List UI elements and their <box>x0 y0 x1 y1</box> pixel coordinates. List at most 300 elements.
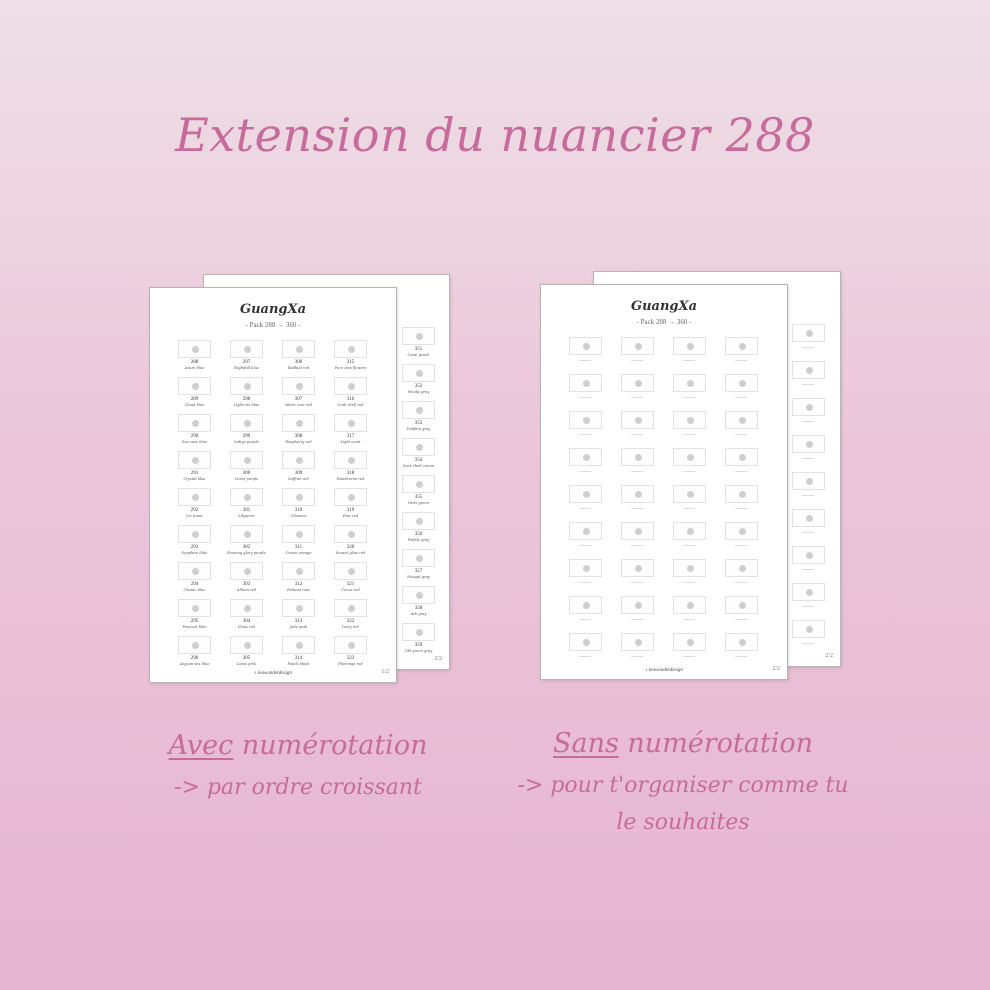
swatch-color-name: Allium red <box>236 588 257 592</box>
swatch-blank-line <box>631 434 643 435</box>
swatch-code: 352 <box>414 384 423 389</box>
swatch-color-name: Indigo purple <box>234 440 259 444</box>
page-title: Extension du nuancier 288 <box>175 108 815 162</box>
swatch-dot-icon <box>687 491 694 498</box>
swatch-color-name: Peacock blue <box>182 625 207 629</box>
swatch-dot-icon <box>348 642 355 649</box>
swatch-box <box>569 374 602 392</box>
swatch-box <box>621 633 654 651</box>
swatch-cell <box>790 398 842 435</box>
swatch-color-name: Cocoa red <box>341 588 360 592</box>
swatch-dot-icon <box>687 528 694 535</box>
swatch-cell <box>671 337 723 374</box>
swatch-cell <box>176 488 228 525</box>
swatch-color-name: Paris green <box>408 501 429 505</box>
swatch-cell <box>723 522 775 559</box>
swatch-color-name: Evening glory purple <box>227 551 266 555</box>
swatch-blank-line <box>802 347 814 348</box>
swatch-dot-icon <box>583 602 590 609</box>
swatch-code: 359 <box>414 643 423 648</box>
swatch-cell <box>723 411 775 448</box>
swatch-dot-icon <box>348 531 355 538</box>
swatch-dot-icon <box>739 528 746 535</box>
swatch-dot-icon <box>687 343 694 350</box>
swatch-cell <box>567 596 619 633</box>
swatch-blank-line <box>735 582 747 583</box>
swatch-dot-icon <box>416 481 423 488</box>
swatch-dot-icon <box>806 404 813 411</box>
swatch-box <box>621 448 654 466</box>
sheet-footer-brand: ♪ leawonderdesign <box>645 668 683 673</box>
swatch-box <box>402 327 435 345</box>
swatch-blank-line <box>579 619 591 620</box>
sheet-subtitle: - Pack 288 → 360 - <box>245 321 301 329</box>
swatch-code: 357 <box>414 569 423 574</box>
swatch-blank-line <box>802 458 814 459</box>
swatch-blank-line <box>802 606 814 607</box>
swatch-color-name: Light coral <box>340 440 361 444</box>
swatch-blank-line <box>631 545 643 546</box>
sheet-brand: GuangXa <box>630 299 698 314</box>
swatch-dot-icon <box>296 531 303 538</box>
swatch-code: 309 <box>294 471 303 476</box>
swatch-dot-icon <box>635 528 642 535</box>
swatch-box <box>334 488 367 506</box>
swatch-color-name: Classic blue <box>183 588 206 592</box>
swatch-box <box>178 414 211 432</box>
swatch-cell <box>176 451 228 488</box>
swatch-box <box>230 562 263 580</box>
swatch-dot-icon <box>296 605 303 612</box>
swatch-blank-line <box>683 397 695 398</box>
swatch-box <box>569 596 602 614</box>
caption-left-sub: -> par ordre croissant <box>174 775 422 800</box>
swatch-cell <box>332 414 384 451</box>
swatch-color-name: Saffron red <box>288 477 309 481</box>
swatch-box <box>792 398 825 416</box>
swatch-code: 321 <box>346 582 355 587</box>
swatch-cell <box>790 435 842 472</box>
swatch-dot-icon <box>192 346 199 353</box>
swatch-dot-icon <box>348 568 355 575</box>
swatch-dot-icon <box>806 589 813 596</box>
swatch-cell <box>332 451 384 488</box>
swatch-box <box>725 374 758 392</box>
swatch-cell <box>400 475 452 512</box>
swatch-color-name: Ash gray <box>410 612 427 616</box>
swatch-box <box>282 340 315 358</box>
swatch-cell <box>280 599 332 636</box>
swatch-box <box>725 448 758 466</box>
swatch-box <box>569 411 602 429</box>
caption-left-heading <box>148 730 448 761</box>
swatch-cell <box>619 337 671 374</box>
swatch-box <box>230 525 263 543</box>
swatch-blank-line <box>683 656 695 657</box>
swatch-dot-icon <box>244 642 251 649</box>
swatch-box <box>178 562 211 580</box>
swatch-box <box>673 485 706 503</box>
swatch-code: 303 <box>242 582 251 587</box>
swatch-dot-icon <box>244 605 251 612</box>
swatch-cell <box>280 636 332 673</box>
swatch-box <box>673 596 706 614</box>
swatch-cell <box>671 559 723 596</box>
swatch-blank-line <box>683 360 695 361</box>
swatch-cell <box>176 599 228 636</box>
swatch-box <box>230 488 263 506</box>
swatch-cell <box>790 361 842 398</box>
swatch-box <box>402 475 435 493</box>
swatch-dot-icon <box>806 441 813 448</box>
swatch-dot-icon <box>296 457 303 464</box>
swatch-dot-icon <box>296 494 303 501</box>
swatch-box <box>725 559 758 577</box>
swatch-box <box>792 435 825 453</box>
swatch-dot-icon <box>416 555 423 562</box>
swatch-box <box>230 414 263 432</box>
swatch-cell <box>280 562 332 599</box>
swatch-code: 305 <box>242 656 251 661</box>
swatch-box <box>569 448 602 466</box>
swatch-code: 358 <box>414 606 423 611</box>
swatch-blank-line <box>735 619 747 620</box>
swatch-color-name: Sea cave blue <box>181 440 208 444</box>
swatch-dot-icon <box>296 346 303 353</box>
swatch-dot-icon <box>192 605 199 612</box>
swatch-code: 314 <box>294 656 303 661</box>
swatch-box <box>230 451 263 469</box>
swatch-blank-line <box>735 397 747 398</box>
caption-right-rest: numérotation <box>618 728 814 759</box>
swatch-cell <box>619 374 671 411</box>
swatch-dot-icon <box>806 367 813 374</box>
swatch-cell <box>619 485 671 522</box>
swatch-color-name: Aegean sea blue <box>179 662 210 666</box>
swatch-dot-icon <box>635 491 642 498</box>
swatch-box <box>282 414 315 432</box>
caption-left-underlined: Avec <box>168 730 234 761</box>
swatch-code: 297 <box>242 360 251 365</box>
swatch-box <box>334 340 367 358</box>
swatch-code: 316 <box>346 397 355 402</box>
caption-right-sub-line1: -> pour t'organiser comme tu <box>517 773 849 798</box>
swatch-box <box>621 559 654 577</box>
sheet-brand: GuangXa <box>239 302 307 317</box>
swatch-box <box>282 562 315 580</box>
swatch-color-name: Cloud blue <box>184 403 205 407</box>
swatch-dot-icon <box>583 565 590 572</box>
swatch-box <box>569 559 602 577</box>
swatch-box <box>673 337 706 355</box>
swatch-cell <box>332 377 384 414</box>
swatch-box <box>178 377 211 395</box>
swatch-cell <box>567 522 619 559</box>
swatch-cell <box>723 374 775 411</box>
swatch-box <box>673 559 706 577</box>
swatch-cell <box>567 411 619 448</box>
swatch-grid-blank <box>567 337 775 670</box>
swatch-box <box>402 438 435 456</box>
swatch-color-name: Nougat gray <box>407 575 430 579</box>
swatch-cell <box>176 636 228 673</box>
swatch-blank-line <box>802 643 814 644</box>
swatch-cell <box>332 488 384 525</box>
swatch-code: 291 <box>190 471 199 476</box>
swatch-box <box>282 377 315 395</box>
swatch-cell <box>400 549 452 586</box>
swatch-dot-icon <box>583 343 590 350</box>
swatch-box <box>673 374 706 392</box>
swatch-cell <box>280 488 332 525</box>
swatch-box <box>621 411 654 429</box>
swatch-color-name: Sapphire blue <box>181 551 208 555</box>
swatch-cell <box>567 337 619 374</box>
swatch-box <box>402 586 435 604</box>
swatch-color-name: Light iris blue <box>233 403 260 407</box>
swatch-box <box>402 623 435 641</box>
swatch-dot-icon <box>244 346 251 353</box>
swatch-box <box>178 525 211 543</box>
swatch-cell <box>400 512 452 549</box>
swatch-blank-line <box>579 656 591 657</box>
swatch-box <box>402 549 435 567</box>
swatch-code: 302 <box>242 545 251 550</box>
swatch-code: 296 <box>190 656 199 661</box>
swatch-box <box>792 509 825 527</box>
swatch-cell <box>567 485 619 522</box>
swatch-cell <box>567 633 619 670</box>
swatch-dot-icon <box>583 528 590 535</box>
swatch-cell <box>332 340 384 377</box>
swatch-color-name: Warm rose red <box>285 403 312 407</box>
swatch-box <box>725 485 758 503</box>
swatch-cell <box>332 562 384 599</box>
swatch-code: 301 <box>242 508 251 513</box>
swatch-code: 289 <box>190 397 199 402</box>
swatch-cell <box>228 599 280 636</box>
swatch-color-name: Coral peach <box>407 353 430 357</box>
swatch-dot-icon <box>739 639 746 646</box>
swatch-dot-icon <box>348 420 355 427</box>
swatch-code: 298 <box>242 397 251 402</box>
swatch-cell <box>723 485 775 522</box>
swatch-box <box>402 401 435 419</box>
sheet-subtitle: - Pack 288 → 360 - <box>636 318 692 326</box>
swatch-blank-line <box>631 397 643 398</box>
swatch-blank-line <box>735 471 747 472</box>
swatch-code: 312 <box>294 582 303 587</box>
swatch-color-name: Azure blue <box>184 366 205 370</box>
swatch-dot-icon <box>806 515 813 522</box>
swatch-cell <box>176 525 228 562</box>
swatch-color-name: Ivory red <box>342 625 359 629</box>
swatch-blank-line <box>631 582 643 583</box>
swatch-color-name: Dark shell cream <box>402 464 435 468</box>
swatch-code: 308 <box>294 434 303 439</box>
swatch-box <box>621 374 654 392</box>
swatch-dot-icon <box>739 454 746 461</box>
swatch-box <box>178 340 211 358</box>
swatch-cell <box>228 414 280 451</box>
swatch-box <box>621 485 654 503</box>
swatch-cell <box>280 414 332 451</box>
swatch-cell <box>228 562 280 599</box>
swatch-dot-icon <box>244 568 251 575</box>
swatch-blank-line <box>579 434 591 435</box>
swatch-cell <box>176 414 228 451</box>
swatch-code: 311 <box>294 545 303 550</box>
swatch-box <box>334 414 367 432</box>
swatch-color-name: Jade pink <box>289 625 308 629</box>
swatch-dot-icon <box>739 602 746 609</box>
swatch-cell <box>723 596 775 633</box>
swatch-cell <box>280 525 332 562</box>
swatch-code: 293 <box>190 545 199 550</box>
swatch-color-name: Dolphin gray <box>406 427 431 431</box>
swatch-dot-icon <box>687 380 694 387</box>
swatch-box <box>673 448 706 466</box>
swatch-dot-icon <box>687 602 694 609</box>
caption-right-heading <box>508 728 858 759</box>
swatch-dot-icon <box>739 380 746 387</box>
swatch-cell <box>176 377 228 414</box>
swatch-cell <box>671 485 723 522</box>
swatch-color-name: Peach blush <box>287 662 310 666</box>
swatch-code: 353 <box>414 421 423 426</box>
swatch-dot-icon <box>296 642 303 649</box>
swatch-box <box>673 522 706 540</box>
swatch-dot-icon <box>583 639 590 646</box>
swatch-blank-line <box>579 582 591 583</box>
swatch-cell <box>400 327 452 364</box>
swatch-code: 318 <box>346 471 355 476</box>
swatch-box <box>569 485 602 503</box>
swatch-cell <box>400 401 452 438</box>
swatch-code: 307 <box>294 397 303 402</box>
swatch-box <box>569 633 602 651</box>
swatch-cell <box>400 364 452 401</box>
swatch-dot-icon <box>244 457 251 464</box>
swatch-color-name: Ice topaz <box>186 514 203 518</box>
swatch-dot-icon <box>192 420 199 427</box>
swatch-dot-icon <box>192 494 199 501</box>
swatch-dot-icon <box>739 417 746 424</box>
swatch-cell <box>332 599 384 636</box>
swatch-color-name: Pear red <box>342 514 359 518</box>
swatch-dot-icon <box>739 565 746 572</box>
swatch-blank-line <box>735 360 747 361</box>
swatch-cell <box>332 636 384 673</box>
swatch-box <box>178 599 211 617</box>
swatch-box <box>178 451 211 469</box>
swatch-cell <box>790 324 842 361</box>
swatch-blank-line <box>735 545 747 546</box>
swatch-box <box>334 525 367 543</box>
swatch-box <box>334 451 367 469</box>
swatch-cell <box>671 411 723 448</box>
swatch-dot-icon <box>635 380 642 387</box>
swatch-box <box>402 364 435 382</box>
swatch-dot-icon <box>416 370 423 377</box>
swatch-blank-line <box>735 434 747 435</box>
swatch-cell <box>280 451 332 488</box>
swatch-blank-line <box>683 582 695 583</box>
swatch-cell <box>567 374 619 411</box>
swatch-dot-icon <box>348 383 355 390</box>
swatch-cell <box>400 623 452 660</box>
swatch-cell <box>790 583 842 620</box>
swatch-color-name: Smoky gray <box>407 390 430 394</box>
swatch-box <box>673 633 706 651</box>
swatch-box <box>282 525 315 543</box>
swatch-dot-icon <box>739 343 746 350</box>
swatch-code: 310 <box>294 508 303 513</box>
back-swatch-column <box>400 327 452 660</box>
swatch-blank-line <box>683 508 695 509</box>
swatch-blank-line <box>683 471 695 472</box>
swatch-code: 300 <box>242 471 251 476</box>
swatch-code: 306 <box>294 360 303 365</box>
caption-left <box>148 730 448 800</box>
swatch-dot-icon <box>635 602 642 609</box>
swatch-dot-icon <box>635 454 642 461</box>
swatch-color-name: Flamingo red <box>338 662 363 666</box>
caption-right <box>508 728 858 835</box>
swatch-cell <box>228 488 280 525</box>
swatch-dot-icon <box>806 626 813 633</box>
swatch-dot-icon <box>739 491 746 498</box>
swatch-box <box>178 636 211 654</box>
swatch-cell <box>790 620 842 657</box>
swatch-dot-icon <box>416 592 423 599</box>
swatch-box <box>282 488 315 506</box>
swatch-box <box>621 337 654 355</box>
swatch-color-name: Pure dew flowers <box>334 366 367 370</box>
swatch-code: 299 <box>242 434 251 439</box>
swatch-cell <box>619 411 671 448</box>
swatch-color-name: Glamour <box>290 514 307 518</box>
swatch-dot-icon <box>192 383 199 390</box>
swatch-box <box>792 546 825 564</box>
page-number: 2/2 <box>772 666 780 672</box>
swatch-dot-icon <box>416 407 423 414</box>
swatch-cell <box>228 377 280 414</box>
swatch-color-name: Nightfall blue <box>233 366 260 370</box>
swatch-box <box>569 337 602 355</box>
swatch-code: 294 <box>190 582 199 587</box>
swatch-color-name: Hawthorne red <box>336 477 365 481</box>
swatch-box <box>178 488 211 506</box>
swatch-cell <box>790 546 842 583</box>
swatch-color-name: Clove red <box>237 625 256 629</box>
swatch-blank-line <box>802 495 814 496</box>
swatch-dot-icon <box>635 565 642 572</box>
swatch-dot-icon <box>687 454 694 461</box>
swatch-box <box>673 411 706 429</box>
swatch-cell <box>723 337 775 374</box>
swatch-cell <box>671 374 723 411</box>
swatch-blank-line <box>802 532 814 533</box>
swatch-code: 313 <box>294 619 303 624</box>
swatch-cell <box>790 509 842 546</box>
swatch-cell <box>228 636 280 673</box>
swatch-dot-icon <box>192 457 199 464</box>
swatch-cell <box>280 340 332 377</box>
swatch-dot-icon <box>348 457 355 464</box>
swatch-cell <box>723 559 775 596</box>
swatch-dot-icon <box>416 444 423 451</box>
